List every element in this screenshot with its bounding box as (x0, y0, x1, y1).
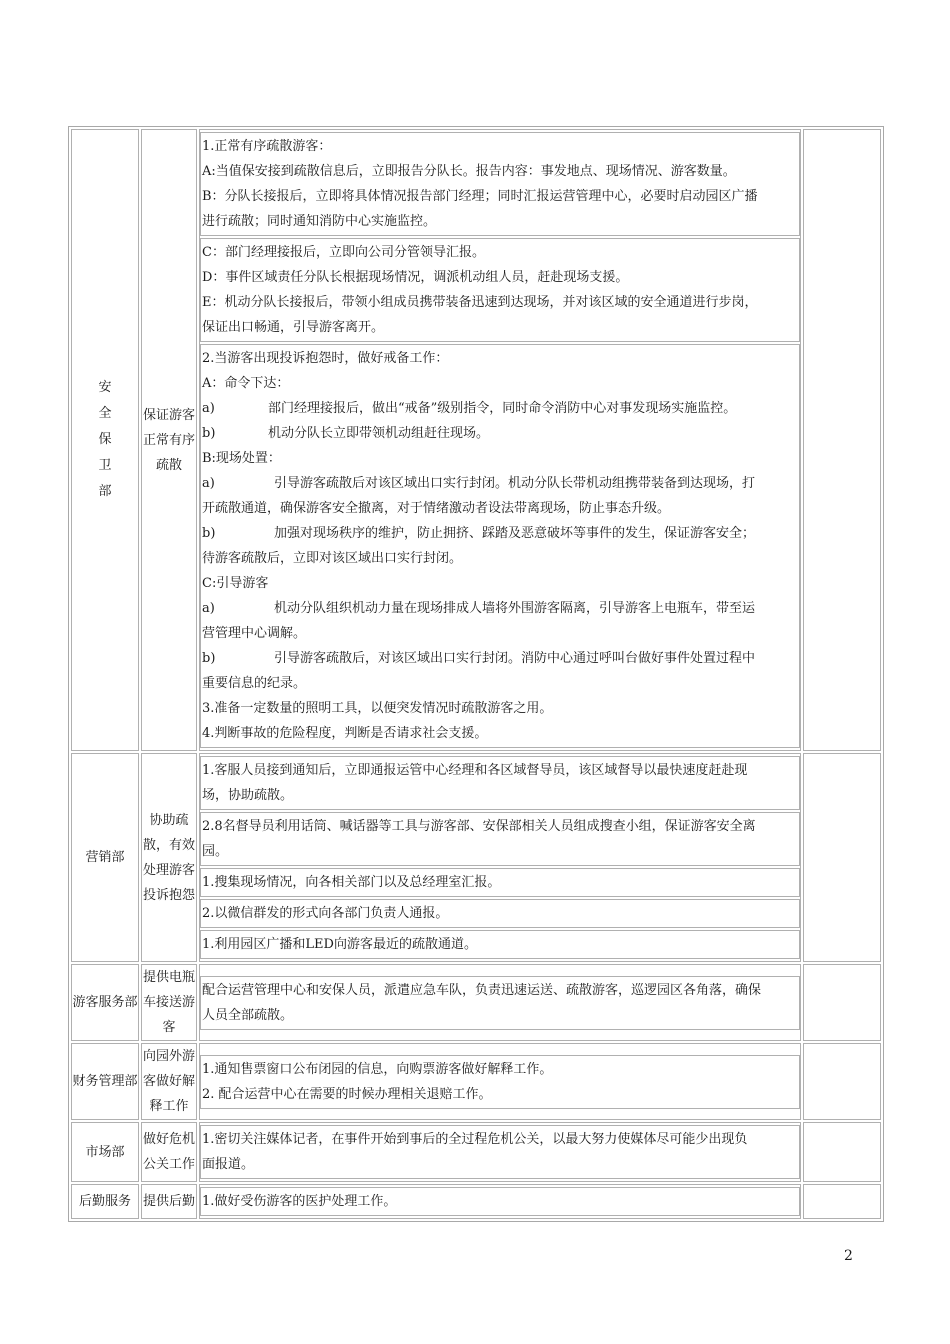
measure-line: 配合运营管理中心和安保人员，派遣应急车队，负责迅速运送、疏散游客，巡逻园区各角落，确保 (202, 982, 762, 998)
measure-line: 进行疏散；同时通知消防中心实施监控。 (202, 214, 437, 229)
measure-line: B:现场处置： (202, 451, 281, 466)
department-cell (71, 753, 139, 962)
measure-line: b) 引导游客疏散后，对该区域出口实行封闭。消防中心通过呼叫台做好事件处置过程中 (202, 651, 756, 666)
measure-line: 待游客疏散后，立即对该区域出口实行封闭。 (202, 551, 463, 566)
table-row (71, 964, 881, 1041)
department-name: 财务管理部 (72, 1074, 138, 1089)
measure-line: 园。 (202, 844, 229, 859)
measure-block (200, 344, 800, 748)
measure-line: a) 部门经理接报后，做出“戒备”级别指令，同时命令消防中心对事发现场实施监控。 (202, 401, 737, 416)
remarks-cell (803, 753, 881, 962)
table-row (71, 1122, 881, 1182)
table-row (71, 129, 881, 751)
measure-line: 4.判断事故的危险程度，判断是否请求社会支援。 (202, 726, 488, 741)
measure-block (200, 976, 800, 1030)
department-name: 游客服务部 (72, 995, 138, 1010)
measure-line: a) 引导游客疏散后对该区域出口实行封闭。机动分队长带机动组携带装备到达现场，打 (202, 476, 756, 491)
remarks-cell (803, 1043, 881, 1120)
measure-line: b) 加强对现场秩序的维护，防止拥挤、踩踏及恶意破坏等事件的发生，保证游客安全； (202, 526, 756, 541)
task-cell (141, 129, 197, 751)
table-row (71, 753, 881, 962)
department-cell (71, 1184, 139, 1219)
measure-line: C:引导游客 (202, 576, 269, 591)
task-text: 做好危机公关工作 (142, 1132, 195, 1172)
measures-cell (199, 964, 801, 1041)
remarks-cell (803, 1184, 881, 1219)
measure-line: 面报道。 (202, 1157, 255, 1172)
measure-line: 保证出口畅通，引导游客离开。 (202, 320, 385, 335)
measure-line: A:当值保安接到疏散信息后，立即报告分队长。报告内容：事发地点、现场情况、游客数量。 (202, 164, 736, 179)
measure-line: 重要信息的纪录。 (202, 676, 307, 691)
measure-line: 场，协助疏散。 (202, 788, 294, 803)
task-cell (141, 753, 197, 962)
remarks-cell (803, 129, 881, 751)
measure-block (200, 868, 800, 897)
measure-line: E：机动分队长接报后，带领小组成员携带装备迅速到达现场，并对该区域的安全通道进行步岗， (202, 295, 758, 310)
department-cell (71, 1043, 139, 1120)
table-row (71, 1043, 881, 1120)
measure-line: 1.正常有序疏散游客： (202, 139, 332, 154)
measure-line: 1.密切关注媒体记者，在事件开始到事后的全过程危机公关，以最大努力使媒体尽可能少出现负 (202, 1132, 748, 1147)
task-cell (141, 1184, 197, 1219)
department-char: 安 (98, 380, 112, 395)
measure-block (200, 930, 800, 959)
measure-line: B：分队长接报后，立即将具体情况报告部门经理；同时汇报运营管理中心，必要时启动园区广播 (202, 189, 758, 204)
measure-line: 2.以微信群发的形式向各部门负责人通报。 (202, 906, 449, 921)
measure-line: D：事件区域责任分队长根据现场情况，调派机动组人员，赶赴现场支援。 (202, 270, 629, 285)
measure-block (200, 812, 800, 866)
measure-line: 2.8名督导员利用话筒、喊话器等工具与游客部、安保部相关人员组成搜查小组，保证游客安全离 (202, 819, 756, 834)
remarks-cell (803, 1122, 881, 1182)
measure-block (200, 238, 800, 342)
measures-cell (199, 129, 801, 751)
department-cell (71, 964, 139, 1041)
department-char: 全 (98, 406, 112, 421)
measure-block (200, 1187, 800, 1216)
measure-block (200, 1125, 800, 1179)
measure-block (200, 899, 800, 928)
measure-line: 1.做好受伤游客的医护处理工作。 (202, 1194, 397, 1209)
measure-line: b) 机动分队长立即带领机动组赶往现场。 (202, 426, 490, 441)
measure-line: 人员全部疏散。 (202, 1007, 294, 1023)
measures-cell (199, 1043, 801, 1120)
department-cell (71, 129, 139, 751)
measure-line: 3.准备一定数量的照明工具，以便突发情况时疏散游客之用。 (202, 701, 553, 716)
task-text: 提供电瓶车接送游客 (142, 970, 195, 1035)
task-text: 保证游客正常有序疏散 (142, 407, 195, 473)
measure-line: 1.利用园区广播和LED向游客最近的疏散通道。 (202, 937, 477, 952)
measures-cell (199, 1184, 801, 1219)
measure-line: 2.当游客出现投诉抱怨时，做好戒备工作： (202, 351, 449, 366)
measure-line: A：命令下达： (202, 376, 290, 391)
measure-block (200, 132, 800, 236)
measure-line: 1.搜集现场情况，向各相关部门以及总经理室汇报。 (202, 875, 501, 890)
task-text: 协助疏散，有效处理游客投诉抱怨 (142, 812, 195, 903)
task-text: 提供后勤 (142, 1194, 195, 1209)
measure-line: 开疏散通道，确保游客安全撤离，对于情绪激动者设法带离现场，防止事态升级。 (202, 501, 671, 516)
remarks-cell (803, 964, 881, 1041)
measure-line: 营管理中心调解。 (202, 626, 307, 641)
measures-cell (199, 753, 801, 962)
task-cell (141, 1122, 197, 1182)
table-row (71, 1184, 881, 1219)
measure-line: a) 机动分队组织机动力量在现场排成人墙将外围游客隔离，引导游客上电瓶车，带至运 (202, 601, 756, 616)
task-text: 向园外游客做好解释工作 (142, 1049, 195, 1114)
task-cell (141, 1043, 197, 1120)
measure-block (200, 756, 800, 810)
department-char: 保 (98, 432, 112, 447)
measure-line: 1.通知售票窗口公布闭园的信息，向购票游客做好解释工作。 (202, 1061, 553, 1077)
measure-line: C：部门经理接报后，立即向公司分管领导汇报。 (202, 245, 485, 260)
department-name: 后勤服务 (78, 1194, 131, 1209)
measure-block (200, 1055, 800, 1109)
task-cell (141, 964, 197, 1041)
page-number: 2 (844, 1248, 853, 1264)
department-char: 卫 (98, 458, 112, 473)
department-char: 部 (98, 484, 112, 499)
measure-line: 1.客服人员接到通知后，立即通报运管中心经理和各区域督导员，该区域督导以最快速度赶赴现 (202, 763, 748, 778)
department-name: 营销部 (85, 850, 125, 865)
measures-cell (199, 1122, 801, 1182)
measure-line: 2. 配合运营中心在需要的时候办理相关退赔工作。 (202, 1086, 492, 1102)
emergency-duty-table (68, 126, 884, 1222)
department-cell (71, 1122, 139, 1182)
department-name: 市场部 (85, 1144, 125, 1160)
